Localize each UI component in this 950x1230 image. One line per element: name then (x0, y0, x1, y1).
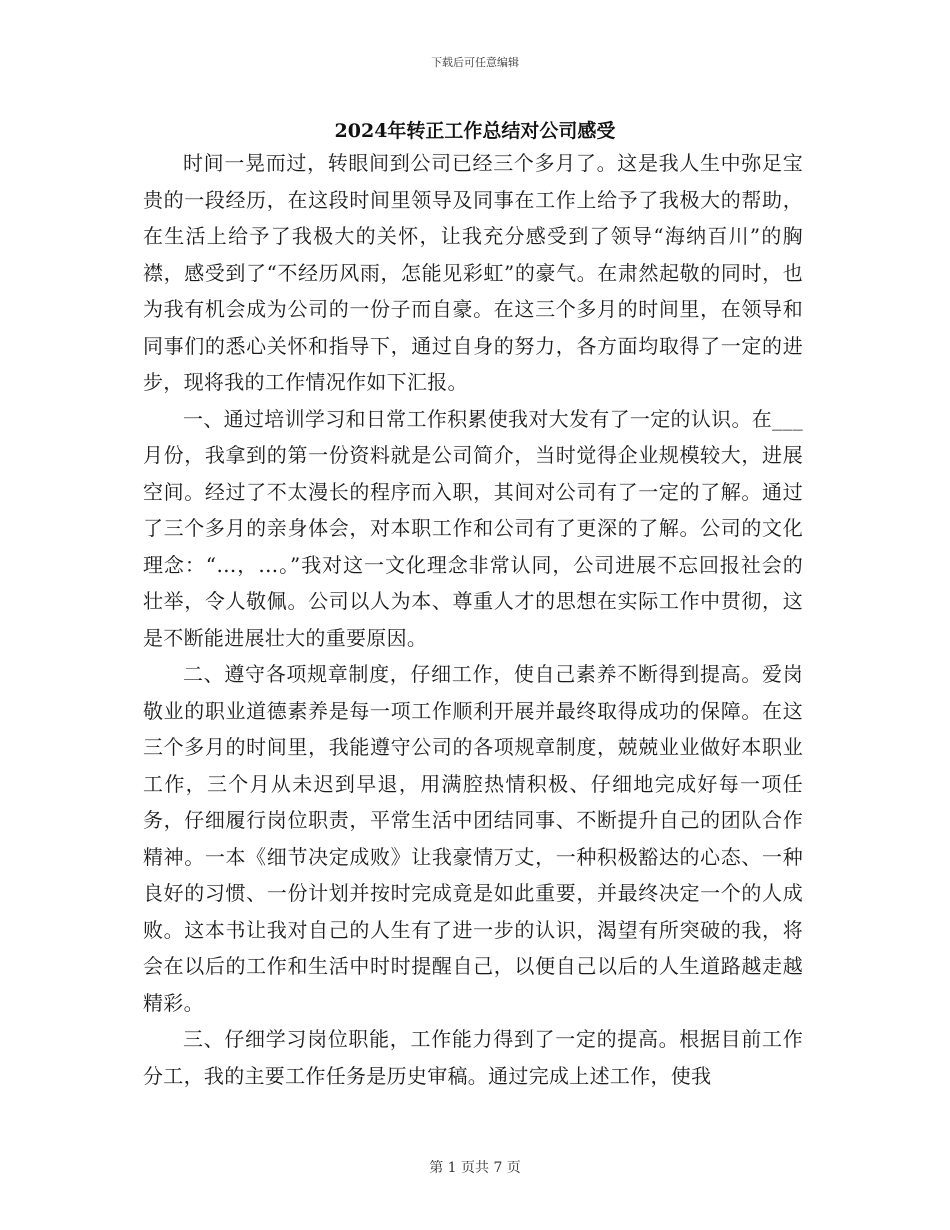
paragraph-intro: 时间一晃而过，转眼间到公司已经三个多月了。这是我人生中弥足宝贵的一段经历，在这段时间里领导及同事在工作上给予了我极大的帮助，在生活上给予了我极大的关怀，让我充分感受到了领导“海纳百川”的胸襟，感受到了“不经历风雨，怎能见彩虹”的豪气。在肃然起敬的同时，也为我有机会成为公司的一份子而自豪。在这三个多月的时间里，在领导和同事们的悉心关怀和指导下，通过自身的努力，各方面均取得了一定的进步，现将我的工作情况作如下汇报。 (143, 151, 803, 394)
page-header-note: 下载后可任意编辑 (431, 56, 519, 69)
page-number-footer: 第 1 页共 7 页 (429, 1160, 521, 1176)
paragraph-section-3: 三、仔细学习岗位职能，工作能力得到了一定的提高。根据目前工作分工，我的主要工作任务是历史审稿。通过完成上述工作，使我 (143, 1027, 803, 1088)
document-body (143, 145, 803, 1094)
paragraph-section-2: 二、遵守各项规章制度，仔细工作，使自己素养不断得到提高。爱岗敬业的职业道德素养是每一项工作顺利开展并最终取得成功的保障。在这三个多月的时间里，我能遵守公司的各项规章制度，兢兢业业做好本职业工作，三个月从未迟到早退，用满腔热情积极、仔细地完成好每一项任务，仔细履行岗位职责，平常生活中团结同事、不断提升自己的团队合作精神。一本《细节决定成败》让我豪情万丈，一种积极豁达的心态、一种良好的习惯、一份计划并按时完成竟是如此重要，并最终决定一个的人成败。这本书让我对自己的人生有了进一步的认识，渴望有所突破的我，将会在以后的工作和生活中时时提醒自己，以便自己以后的人生道路越走越精彩。 (143, 662, 803, 1015)
paragraph-section-1: 一、通过培训学习和日常工作积累使我对大发有了一定的认识。在___月份，我拿到的第一份资料就是公司简介，当时觉得企业规模较大，进展空间。经过了不太漫长的程序而入职，其间对公司有了一定的了解。通过了三个多月的亲身体会，对本职工作和公司有了更深的了解。公司的文化理念：“…，…。”我对这一文化理念非常认同，公司进展不忘回报社会的壮举，令人敬佩。公司以人为本、尊重人才的思想在实际工作中贯彻，这是不断能进展壮大的重要原因。 (143, 406, 803, 650)
document-title: 2024年转正工作总结对公司感受 (334, 120, 616, 142)
